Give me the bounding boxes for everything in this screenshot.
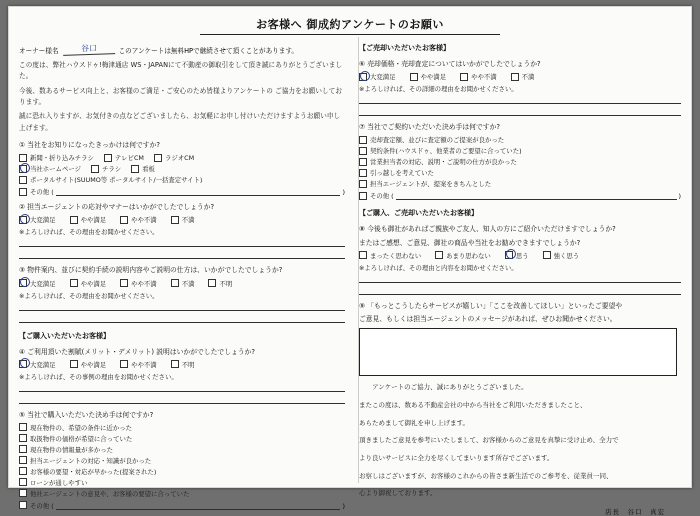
checkbox-icon[interactable] — [19, 360, 27, 368]
q2-option-3-label: 不満 — [181, 216, 195, 225]
q1-option-2[interactable] — [154, 153, 194, 162]
q7-other-input[interactable] — [396, 190, 677, 200]
q8-option-0[interactable] — [359, 251, 421, 260]
question-3-free-label: ※よろしければ、その理由をお聞かせください。 — [19, 291, 159, 300]
q1-option-5-label: 看板 — [142, 165, 155, 174]
checkbox-icon[interactable] — [19, 489, 27, 497]
q6-option-0[interactable] — [359, 72, 396, 81]
q5-option-5[interactable] — [19, 478, 345, 487]
q7-option-0[interactable] — [359, 135, 681, 144]
member-note: このアンケートは無料HPで継続させて頂くことがあります。 — [118, 47, 299, 55]
q7-option-4-label: 担当エージェントが、提案をきちんとした — [369, 180, 492, 189]
q1-option-4-label: チラシ — [102, 165, 122, 174]
checkbox-icon[interactable] — [19, 478, 27, 486]
q2-option-0[interactable] — [19, 215, 56, 224]
checkbox-icon[interactable] — [359, 147, 367, 155]
q1-option-1[interactable] — [104, 153, 144, 162]
q1-option-0[interactable] — [19, 153, 94, 162]
q4-option-0-label: 大変満足 — [30, 360, 56, 369]
question-4-free-line-1[interactable] — [19, 382, 345, 392]
checkbox-icon[interactable] — [505, 251, 513, 259]
q3-option-2-label: やや不満 — [131, 279, 157, 288]
section-both-heading: 【ご購入、ご売却いただいたお客様】 — [358, 209, 478, 218]
q5-option-2-label: 現在物件の情報量が多かった — [30, 445, 114, 454]
q6-option-2-label: やや不満 — [471, 73, 497, 82]
member-value[interactable]: 谷口 — [62, 42, 114, 56]
checkbox-icon[interactable] — [435, 251, 443, 259]
question-1-options-row2 — [19, 164, 345, 173]
question-8-free-label: ※よろしければ、その理由と内容をお聞かせください。 — [358, 263, 518, 272]
content-columns — [9, 41, 691, 516]
q5-option-4[interactable] — [19, 467, 345, 476]
closing-line-5: お察しはございますが、お客様のこれからの皆さま新生活でのご参考を、従業員一同、 — [358, 471, 613, 480]
q5-option-0-label: 現在物件の、希望の条件に近かった — [30, 423, 132, 432]
checkbox-icon[interactable] — [19, 501, 27, 509]
checkbox-icon[interactable] — [120, 360, 128, 368]
q1-option-2-label: ラジオCM — [164, 154, 195, 163]
question-6-options — [359, 72, 681, 81]
q3-option-0[interactable] — [19, 279, 56, 288]
question-2-free-line-1[interactable] — [19, 237, 345, 247]
checkbox-icon[interactable] — [171, 360, 179, 368]
q1-option-5[interactable] — [131, 164, 155, 173]
q1-option-3-label: 当社ホームページ — [30, 165, 81, 174]
q7-option-0-label: 売却査定額、並びに査定額のご提案が良かった — [369, 136, 505, 145]
q3-option-0-label: 大変満足 — [30, 279, 56, 288]
left-column — [19, 41, 345, 516]
question-3-free-line-2[interactable] — [19, 313, 345, 323]
question-9: ⑨ 「もっとこうしたらサービスが嬉しい」「ここを改善してほしい」といったご要望や — [358, 301, 623, 310]
q1-option-3[interactable] — [19, 164, 81, 173]
q6-option-2[interactable] — [460, 72, 497, 81]
q6-option-1-label: やや満足 — [420, 73, 447, 82]
closing-line-2: あらためまして御礼を申し上げます。 — [358, 418, 469, 427]
q3-option-4[interactable] — [208, 279, 232, 288]
signature: 店長 谷口 真宏 — [605, 507, 665, 516]
closing-line-6: 心より御祝しております。 — [358, 489, 437, 498]
q8-option-2[interactable] — [505, 251, 529, 260]
q2-option-2-label: やや不満 — [131, 216, 157, 225]
question-6-free-label: ※よろしければ、その詳細の理由をお聞かせください。 — [358, 85, 518, 94]
checkbox-icon[interactable] — [359, 251, 367, 259]
q1-option-6[interactable] — [19, 175, 202, 184]
q5-option-6[interactable] — [19, 489, 345, 498]
q5-option-0[interactable] — [19, 423, 345, 432]
q3-option-4-label: 不明 — [219, 279, 233, 288]
checkbox-icon[interactable] — [19, 154, 27, 162]
q5-option-7-label: その他 ( — [30, 501, 54, 510]
q5-other-input[interactable] — [56, 500, 341, 510]
q5-option-6-label: 他社エージェントの意見や、お客様の要望に合っていた — [30, 489, 190, 498]
free-comment-box[interactable] — [359, 328, 677, 376]
question-9-sub: ご意見、もしくは担当エージェントのメッセージがあれば、ぜひお聞かせください。 — [358, 314, 617, 323]
q5-other-paren: ) — [342, 501, 345, 510]
q8-option-3[interactable] — [543, 251, 580, 260]
checkbox-icon[interactable] — [171, 279, 179, 287]
question-8-sub: またはご感想、ご意見、御社の商品や当社をお勧めできますでしょうか? — [358, 238, 581, 247]
q8-option-0-label: まったく思わない — [369, 251, 422, 260]
question-2-free-line-2[interactable] — [19, 249, 345, 259]
q4-option-1-label: やや満足 — [80, 360, 107, 369]
right-column — [355, 41, 681, 516]
question-8: ⑧ 今後も御社があればご親族やご友人、知人の方にご紹介いただけますでしょうか? — [358, 225, 616, 234]
checkbox-icon[interactable] — [171, 216, 179, 224]
checkbox-icon[interactable] — [359, 192, 367, 200]
question-6: ⑥ 売却価格・売却査定についてはいかがでしたでしょうか? — [358, 60, 541, 68]
q5-option-4-label: お客様の要望・対応が早かった(提案された) — [30, 467, 157, 476]
intro-line-1: この度は、弊社ハウスドゥ!梅津通店 WS・JAPANにて不動産の御取引をして頂き誠にありがとうございました。 — [19, 61, 343, 81]
q4-option-2[interactable] — [120, 360, 157, 369]
q2-option-1[interactable] — [70, 215, 107, 224]
question-8-options — [359, 251, 681, 260]
q3-option-1-label: やや満足 — [80, 279, 107, 288]
closing-line-4: より良いサービスに全力を尽くしてまいります所存でございます。 — [358, 453, 554, 462]
member-label: オーナー様名 — [19, 47, 59, 55]
q7-option-1-label: 契約条件(ハウスドゥ、他業者のご要望に合っていた) — [369, 147, 522, 156]
q1-option-6-label: ポータルサイト(SUUMO等 ポータルサイト/一括査定サイト) — [30, 176, 203, 185]
q7-option-5-label: その他 ( — [369, 192, 394, 201]
checkbox-icon[interactable] — [19, 176, 27, 184]
q1-option-7-label: その他 ( — [30, 188, 54, 197]
checkbox-icon[interactable] — [359, 158, 367, 166]
question-2-options — [19, 215, 345, 224]
question-8-free-line-2[interactable] — [359, 285, 681, 295]
checkbox-icon[interactable] — [19, 445, 27, 453]
questionnaire-sheet — [8, 6, 692, 516]
page-title: お客様へ 御成約アンケートのお願い — [256, 18, 444, 31]
closing-line-0: アンケートのご協力、誠にありがとうございました。 — [358, 383, 528, 392]
question-1-other[interactable] — [19, 186, 345, 196]
q6-option-1[interactable] — [410, 72, 447, 81]
q4-option-0[interactable] — [19, 360, 56, 369]
q7-option-1[interactable] — [359, 146, 681, 155]
question-5: ⑤ 当社で購入いただいた決め手は何ですか? — [19, 410, 154, 419]
q1-option-7[interactable] — [19, 187, 54, 196]
q7-option-5[interactable] — [359, 191, 394, 200]
question-1-options — [19, 153, 345, 162]
checkbox-icon[interactable] — [19, 423, 27, 431]
question-8-free-line-1[interactable] — [359, 273, 681, 283]
checkbox-icon[interactable] — [104, 154, 112, 162]
checkbox-icon[interactable] — [70, 360, 78, 368]
q3-option-2[interactable] — [120, 279, 157, 288]
checkbox-icon[interactable] — [19, 279, 27, 287]
checkbox-icon[interactable] — [359, 169, 367, 177]
q5-option-1-label: 取扱物件の価格が希望に合っていた — [30, 434, 133, 443]
checkbox-icon[interactable] — [120, 216, 128, 224]
q1-option-1-label: テレビCM — [114, 154, 144, 163]
q3-option-3-label: 不満 — [181, 279, 195, 288]
checkbox-icon[interactable] — [19, 467, 27, 475]
question-1-options-row3 — [19, 175, 345, 184]
closing-line-3: 頂きましたご意見を参考にいたしまして、お客様からのご意見を真摯に受け止め、全力で — [358, 436, 619, 445]
question-2: ② 担当エージェントの応対やマナーはいかがでしたでしょうか? — [19, 203, 215, 212]
q8-option-3-label: 強く思う — [553, 251, 580, 260]
q7-option-2-label: 営業担当者の対応、説明・ご説明の仕方が良かった — [369, 158, 517, 167]
checkbox-icon[interactable] — [359, 73, 367, 81]
checkbox-icon[interactable] — [154, 154, 162, 162]
q4-option-1[interactable] — [70, 360, 107, 369]
question-7-other[interactable] — [359, 190, 681, 200]
checkbox-icon[interactable] — [359, 180, 367, 188]
checkbox-icon[interactable] — [131, 165, 139, 173]
closing-line-1: またこの度は、数ある不動産会社の中から当社をご利用いただきましたこと、 — [358, 400, 587, 409]
checkbox-icon[interactable] — [543, 251, 551, 259]
question-3-free-line-1[interactable] — [19, 301, 345, 311]
checkbox-icon[interactable] — [19, 165, 27, 173]
q7-option-3-label: 引っ越しを考えていた — [369, 169, 434, 178]
section-sellers-heading: 【ご売却いただいたお客様】 — [358, 44, 450, 52]
intro-line-2: 今後、数あるサービス向上と、お客様のご満足・ご安心のため皆様よりアンケートの ご協力をお願いしております。 — [19, 86, 343, 106]
q2-option-0-label: 大変満足 — [30, 216, 56, 225]
title-underline — [200, 34, 500, 35]
checkbox-icon[interactable] — [19, 216, 27, 224]
question-4: ④ ご利用頂いた割賦(メリット・デメリット) 説明はいかがでしたでしょうか? — [19, 347, 256, 356]
q1-other-input[interactable] — [56, 186, 341, 196]
checkbox-icon[interactable] — [19, 188, 27, 196]
checkbox-icon[interactable] — [91, 165, 99, 173]
q6-option-0-label: 大変満足 — [369, 73, 396, 82]
q7-option-4[interactable] — [359, 179, 681, 188]
checkbox-icon[interactable] — [19, 434, 27, 442]
q8-option-1[interactable] — [435, 251, 491, 260]
checkbox-icon[interactable] — [511, 73, 519, 81]
question-7: ⑦ 当社でご契約いただいた決め手は何ですか? — [358, 123, 500, 132]
q5-option-7[interactable] — [19, 501, 54, 510]
q4-option-3[interactable] — [171, 360, 195, 369]
checkbox-icon[interactable] — [120, 279, 128, 287]
section-buyers-heading: 【ご購入いただいたお客様】 — [19, 331, 110, 340]
q7-other-paren: ) — [678, 192, 681, 201]
q1-other-paren: ) — [342, 188, 345, 197]
checkbox-icon[interactable] — [70, 279, 78, 287]
checkbox-icon[interactable] — [359, 136, 367, 144]
checkbox-icon[interactable] — [70, 216, 78, 224]
question-6-free-line-1[interactable] — [359, 94, 681, 104]
question-3: ③ 物件案内、並びに契約手続の説明内容やご説明の仕方は、いかがでしたでしょうか? — [19, 266, 283, 275]
question-2-free-label: ※よろしければ、その理由をお聞かせください。 — [19, 228, 159, 237]
question-6-free-line-2[interactable] — [359, 106, 681, 116]
checkbox-icon[interactable] — [208, 279, 216, 287]
q5-option-3[interactable] — [19, 456, 345, 465]
q8-option-1-label: あまり思わない — [446, 251, 491, 260]
q3-option-1[interactable] — [70, 279, 107, 288]
q1-option-0-label: 新聞・折り込みチラシ — [30, 154, 94, 163]
q5-option-2[interactable] — [19, 445, 345, 454]
q2-option-3[interactable] — [171, 215, 195, 224]
intro-line-3: 誠に恐れ入りますが、お気付きの点などございましたら、お気軽にお申し付けいただけますようお願い申し上げます。 — [19, 112, 341, 132]
q1-option-4[interactable] — [91, 164, 121, 173]
checkbox-icon[interactable] — [19, 456, 27, 464]
question-4-free-label: ※よろしければ、その事例の理由をお聞かせください。 — [19, 372, 178, 381]
q8-option-2-label: 思う — [515, 251, 529, 260]
q2-option-1-label: やや満足 — [80, 216, 107, 225]
q3-option-3[interactable] — [171, 279, 195, 288]
q6-option-3[interactable] — [511, 72, 535, 81]
question-1: ① 当社をお知りになったきっかけは何ですか? — [19, 140, 161, 149]
question-5-other[interactable] — [19, 500, 345, 510]
q5-option-3-label: 担当エージェントの対応・知識が良かった — [30, 456, 152, 465]
q7-option-3[interactable] — [359, 168, 681, 177]
q6-option-3-label: 不満 — [521, 73, 535, 82]
column-divider — [358, 37, 359, 483]
q5-option-1[interactable] — [19, 434, 345, 443]
checkbox-icon[interactable] — [410, 73, 418, 81]
member-line — [19, 43, 345, 55]
question-4-options — [19, 360, 345, 369]
q4-option-3-label: 不明 — [181, 360, 195, 369]
q2-option-2[interactable] — [120, 215, 157, 224]
q7-option-2[interactable] — [359, 157, 681, 166]
checkbox-icon[interactable] — [460, 73, 468, 81]
question-4-free-line-2[interactable] — [19, 394, 345, 404]
q5-option-5-label: ローンが通しやすい — [30, 478, 88, 487]
q4-option-2-label: やや不満 — [131, 360, 157, 369]
question-3-options — [19, 279, 345, 288]
